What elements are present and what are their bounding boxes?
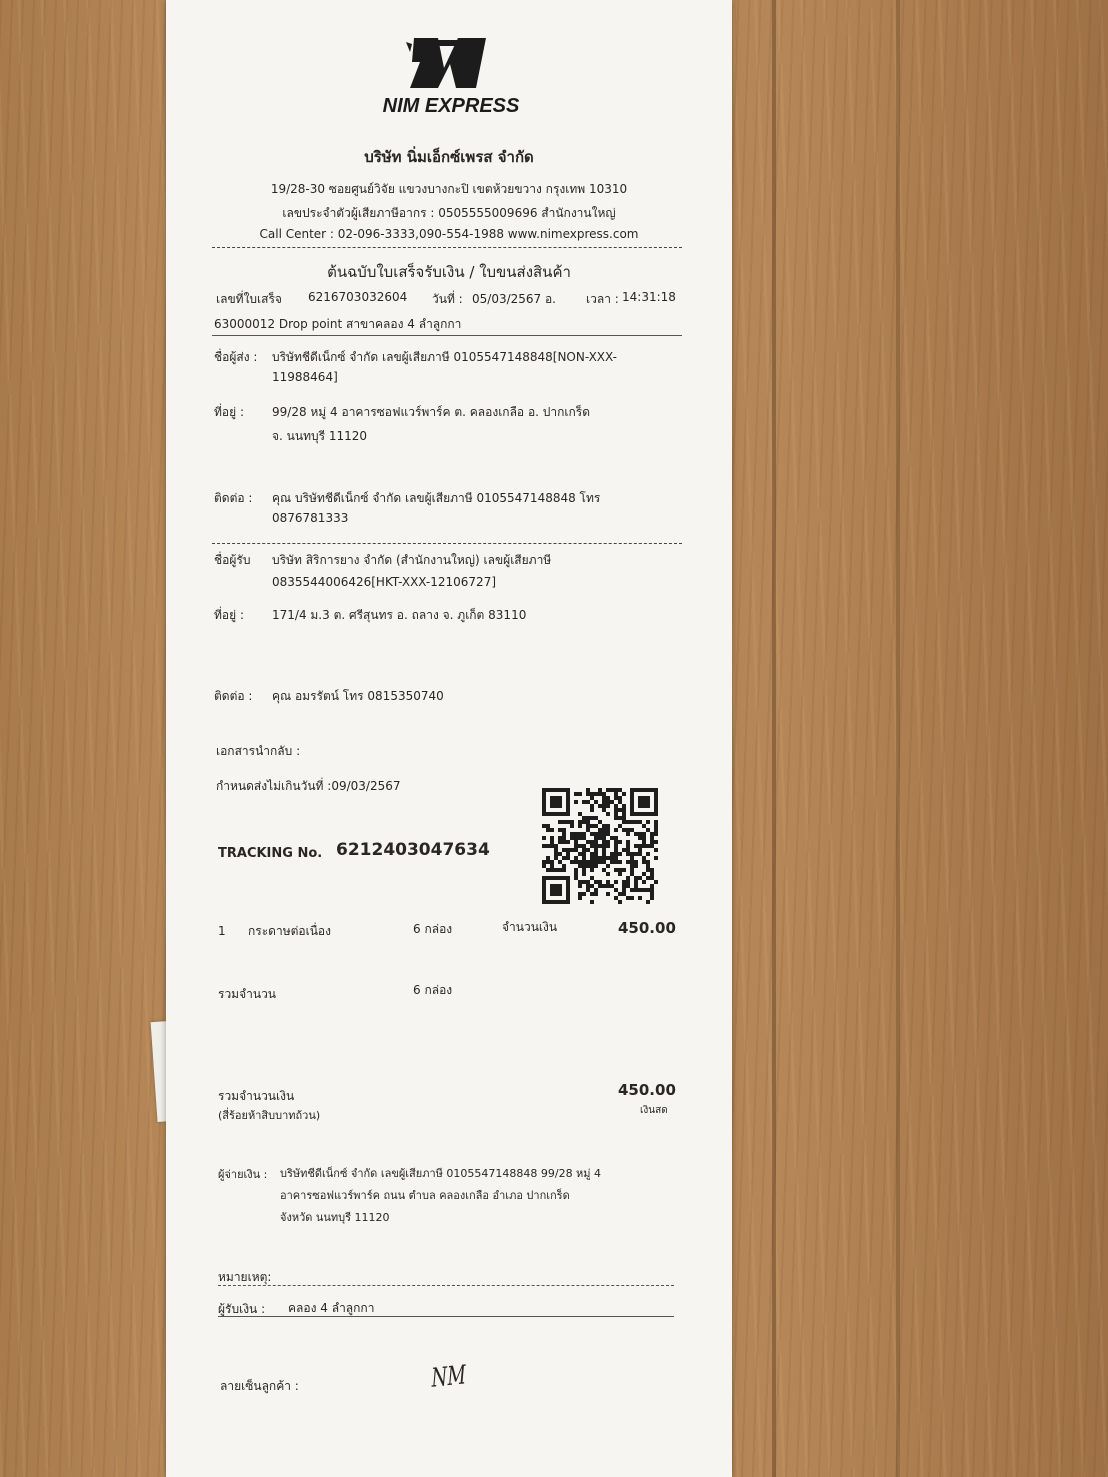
receipt-time: 14:31:18: [622, 290, 676, 304]
call-center: Call Center : 02-096-3333,090-554-1988 www.nimexpress.com: [259, 227, 639, 241]
sender-contact-label: ติดต่อ :: [214, 491, 253, 505]
payee-value: คลอง 4 ลำลูกกา: [288, 1301, 375, 1315]
sender-label: ชื่อผู้ส่ง :: [214, 350, 258, 364]
receiver-contact: คุณ อมรรัตน์ โทร 0815350740: [272, 689, 444, 703]
payer-line-1: บริษัทชีดีเน็กซ์ จำกัด เลขผู้เสียภาษี 0105547148848 99/28 หมู่ 4: [280, 1167, 602, 1180]
divider: [212, 335, 682, 336]
note-label: หมายเหตุ:: [218, 1270, 272, 1284]
payer-line-2: อาคารซอฟแวร์พาร์ค ถนน ตำบล คลองเกลือ อำเภอ ปากเกร็ด: [280, 1189, 570, 1202]
sender-phone: 0876781333: [272, 511, 349, 525]
return-documents: เอกสารนำกลับ :: [216, 744, 301, 758]
amount-label: จำนวนเงิน: [502, 920, 558, 934]
brand-name: NIM EXPRESS: [382, 95, 520, 117]
total-amount-label: รวมจำนวนเงิน: [218, 1089, 295, 1103]
total-amount: 450.00: [618, 1081, 676, 1099]
tracking-number: 6212403047634: [336, 840, 490, 860]
customer-signature: NM: [430, 1360, 467, 1394]
sender-address-label: ที่อยู่ :: [214, 405, 245, 419]
total-amount-words: (สี่ร้อยห้าสิบบาทถ้วน): [218, 1109, 321, 1122]
receipt: [166, 0, 732, 1477]
company-name: บริษัท นิ่มเอ็กซ์เพรส จำกัด: [364, 148, 534, 166]
total-quantity: 6 กล่อง: [413, 983, 453, 997]
qr-code-icon: [542, 788, 658, 904]
receipt-date: 05/03/2567 อ.: [472, 292, 556, 306]
receiver-name: บริษัท สิริการยาง จำกัด (สำนักงานใหญ่) เลขผู้เสียภาษี: [272, 553, 552, 567]
sender-name: บริษัทชีดีเน็กซ์ จำกัด เลขผู้เสียภาษี 0105547148848[NON-XXX-: [272, 350, 617, 364]
branch: 63000012 Drop point สาขาคลอง 4 ลำลูกกา: [214, 317, 462, 331]
company-tax-id: เลขประจำตัวผู้เสียภาษีอากร : 0505555009696 สำนักงานใหญ่: [282, 206, 616, 220]
payment-method: เงินสด: [640, 1105, 668, 1116]
receiver-address-label: ที่อยู่ :: [214, 608, 245, 622]
receipt-label: เลขที่ใบเสร็จ: [216, 292, 282, 306]
item-amount: 450.00: [618, 919, 676, 937]
time-label: เวลา :: [586, 292, 619, 306]
divider: [212, 247, 682, 248]
note-line: [218, 1285, 674, 1286]
receiver-label: ชื่อผู้รับ: [214, 553, 251, 567]
date-label: วันที่ :: [432, 292, 463, 306]
item-index: 1: [218, 924, 226, 938]
item-name: กระดาษต่อเนื่อง: [248, 924, 331, 938]
payee-line: [218, 1316, 674, 1317]
sender-address-cont: จ. นนทบุรี 11120: [272, 429, 368, 443]
total-quantity-label: รวมจำนวน: [218, 987, 277, 1001]
receiver-name-cont: 0835544006426[HKT-XXX-12106727]: [272, 575, 497, 589]
nim-express-logo-icon: [366, 34, 536, 118]
table-seam: [896, 0, 900, 1477]
receiver-address: 171/4 ม.3 ต. ศรีสุนทร อ. ถลาง จ. ภูเก็ต 83110: [272, 608, 527, 622]
receiver-contact-label: ติดต่อ :: [214, 689, 253, 703]
company-address: 19/28-30 ซอยศูนย์วิจัย แขวงบางกะปิ เขตห้วยขวาง กรุงเทพ 10310: [270, 182, 628, 196]
payer-line-3: จังหวัด นนทบุรี 11120: [280, 1211, 390, 1224]
sender-name-cont: 11988464]: [272, 370, 338, 384]
sender-address: 99/28 หมู่ 4 อาคารซอฟแวร์พาร์ค ต. คลองเกลือ อ. ปากเกร็ด: [272, 405, 591, 419]
payee-label: ผู้รับเงิน :: [218, 1302, 266, 1316]
divider: [212, 543, 682, 544]
table-seam: [772, 0, 776, 1477]
tracking-label: TRACKING No.: [218, 846, 323, 861]
item-quantity: 6 กล่อง: [413, 922, 453, 936]
sender-contact: คุณ บริษัทชีดีเน็กซ์ จำกัด เลขผู้เสียภาษี 0105547148848 โทร: [272, 491, 601, 505]
signature-label: ลายเซ็นลูกค้า :: [220, 1379, 299, 1393]
payer-label: ผู้จ่ายเงิน :: [218, 1168, 268, 1181]
document-title: ต้นฉบับใบเสร็จรับเงิน / ใบขนส่งสินค้า: [327, 263, 571, 281]
delivery-deadline: กำหนดส่งไม่เกินวันที่ :09/03/2567: [216, 779, 401, 793]
receipt-number: 6216703032604: [308, 290, 408, 304]
